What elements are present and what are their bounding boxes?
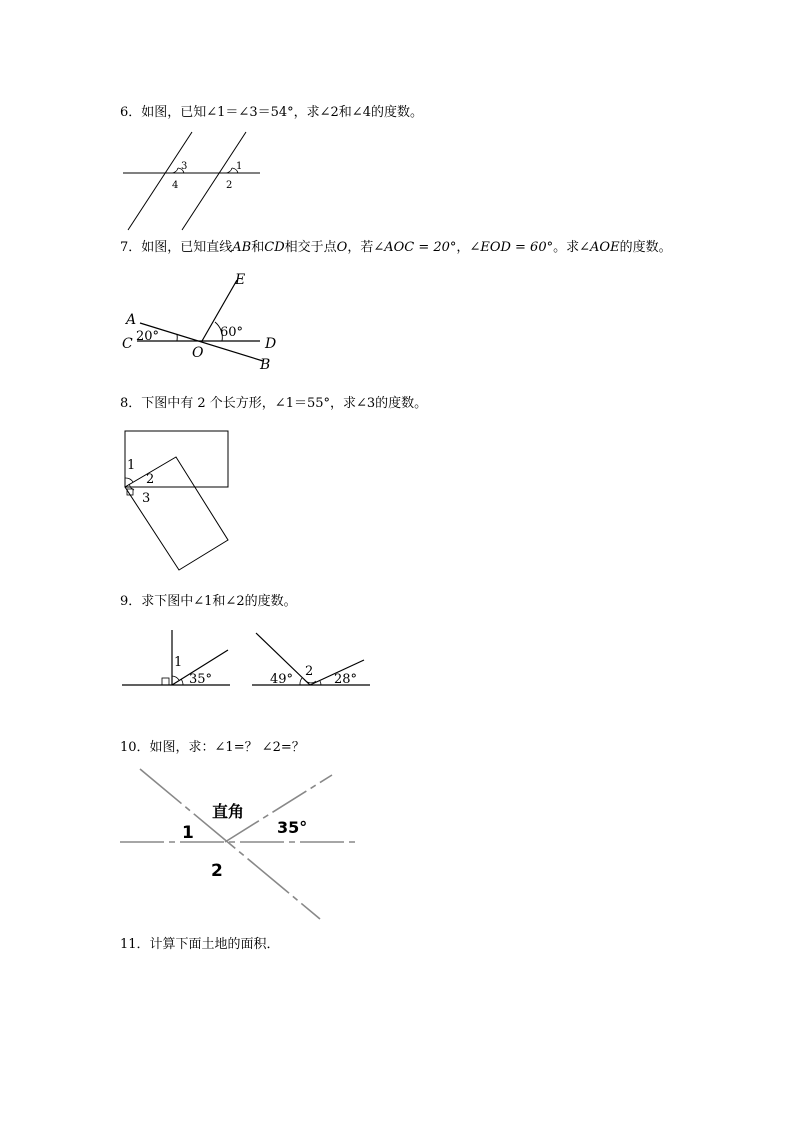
fig9-label-2: 2 — [305, 664, 314, 679]
fig6-label-2: 2 — [226, 180, 233, 191]
fig7-label-D: D — [265, 336, 277, 352]
question-11-text: 11．计算下面土地的面积． — [120, 937, 280, 952]
fig7-label-60: 60° — [220, 325, 244, 340]
question-9-figure-left — [120, 628, 240, 698]
question-7-figure — [120, 268, 290, 378]
fig10-label-1: 1 — [182, 823, 194, 843]
fig10-label-2: 2 — [211, 861, 223, 881]
fig6-label-3: 3 — [181, 161, 188, 172]
question-8-text: 8．下图中有 2 个长方形，∠1＝55°，求∠3的度数。 — [120, 396, 428, 411]
question-6-text: 6．如图，已知∠1＝∠3＝54°，求∠2和∠4的度数。 — [120, 105, 423, 120]
fig9-label-1: 1 — [174, 655, 183, 670]
fig7-label-B: B — [260, 357, 271, 373]
fig7-label-20: 20° — [136, 329, 160, 344]
question-8-figure — [120, 428, 240, 573]
question-9-text: 9．求下图中∠1和∠2的度数。 — [120, 594, 297, 609]
fig9-label-49: 49° — [270, 672, 294, 687]
fig7-label-A: A — [126, 312, 137, 328]
question-9-figure-right — [250, 628, 380, 698]
fig8-label-1: 1 — [127, 458, 136, 473]
question-10-figure — [120, 765, 370, 925]
question-6-figure — [120, 130, 270, 230]
fig9-label-28: 28° — [334, 672, 358, 687]
fig7-label-O: O — [192, 345, 204, 361]
fig8-label-3: 3 — [142, 491, 151, 506]
fig6-label-4: 4 — [172, 180, 179, 191]
fig9-label-35: 35° — [189, 672, 213, 687]
question-10-text: 10．如图，求：∠1=？ ∠2=？ — [120, 740, 305, 755]
fig10-label-right-angle: 直角 — [212, 802, 245, 821]
question-7-text: 7．如图，已知直线AB和CD相交于点O，若∠AOC = 20°，∠EOD = 60°。求∠AOE的度数。 — [120, 240, 672, 255]
fig6-label-1: 1 — [236, 161, 243, 172]
fig7-label-E: E — [235, 272, 246, 288]
fig8-label-2: 2 — [146, 472, 155, 487]
fig10-label-35: 35° — [277, 818, 308, 837]
fig7-label-C: C — [122, 336, 133, 352]
